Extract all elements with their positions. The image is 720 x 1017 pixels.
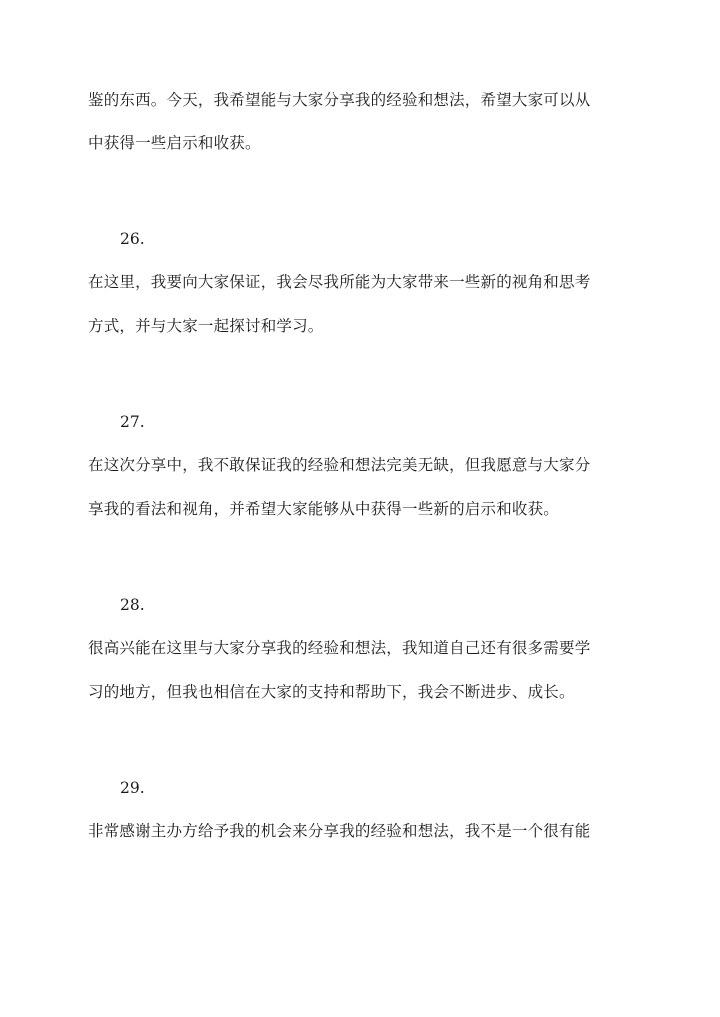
- item-26-line-1: 在这里，我要向大家保证，我会尽我所能为大家带来一些新的视角和思考: [88, 273, 591, 291]
- item-number-28: 28.: [120, 596, 145, 614]
- intro-line-2: 中获得一些启示和收获。: [88, 134, 261, 152]
- item-26-line-2: 方式，并与大家一起探讨和学习。: [88, 317, 324, 335]
- item-29-line-1: 非常感谢主办方给予我的机会来分享我的经验和想法，我不是一个很有能: [88, 822, 591, 840]
- item-28-line-2: 习的地方，但我也相信在大家的支持和帮助下，我会不断进步、成长。: [88, 683, 575, 701]
- item-28-line-1: 很高兴能在这里与大家分享我的经验和想法，我知道自己还有很多需要学: [88, 639, 591, 657]
- item-number-26: 26.: [120, 230, 145, 248]
- item-27-line-2: 享我的看法和视角，并希望大家能够从中获得一些新的启示和收获。: [88, 500, 560, 518]
- intro-line-1: 鉴的东西。今天，我希望能与大家分享我的经验和想法，希望大家可以从: [88, 91, 591, 109]
- item-number-29: 29.: [120, 779, 145, 797]
- item-27-line-1: 在这次分享中，我不敢保证我的经验和想法完美无缺，但我愿意与大家分: [88, 456, 591, 474]
- item-number-27: 27.: [120, 413, 145, 431]
